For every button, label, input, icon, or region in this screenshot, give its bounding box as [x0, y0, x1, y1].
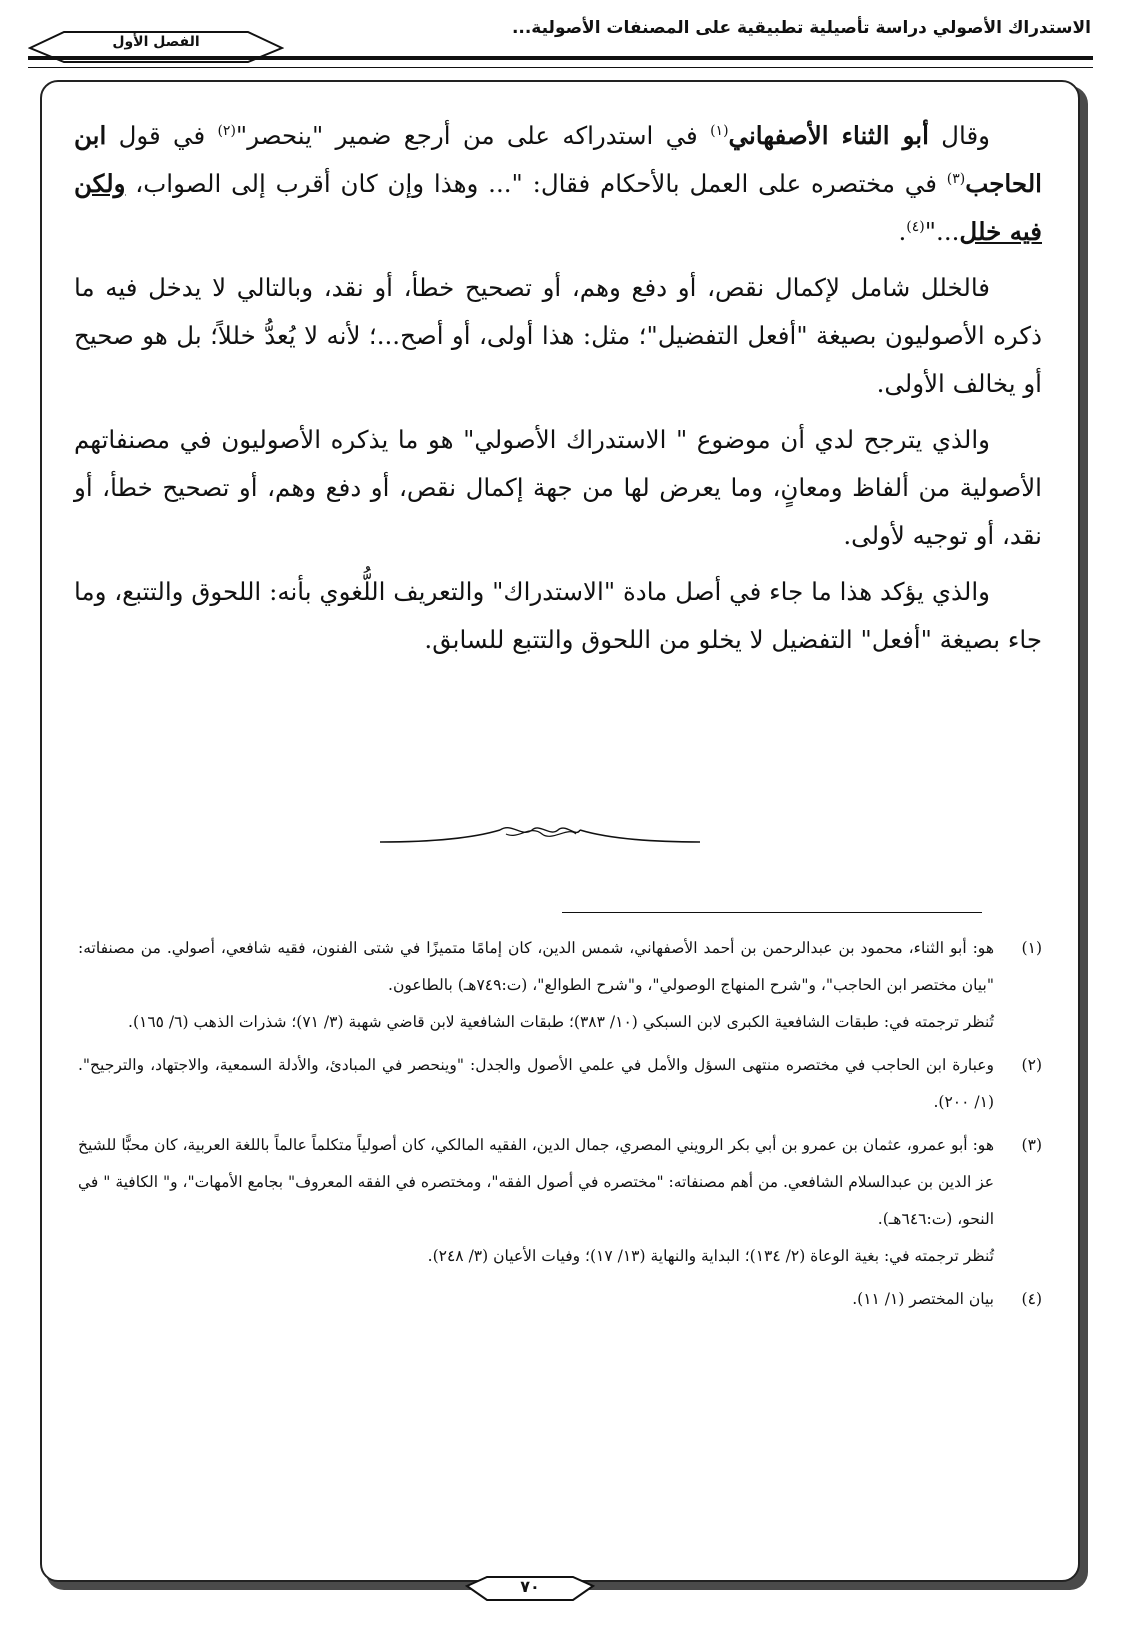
footnote-line: هو: أبو عمرو، عثمان بن عمرو بن أبي بكر الرويني المصري، جمال الدين، الفقيه المالكي، كان أصولياً متكلماً عالماً باللغة العربية، كان محبًّا للشيخ عز الدين بن عبدالسلام الشافعي. من أهم مصنفاته: "مختصره في أصول الفقه"، ومختصره في الفقه المعروف" بجامع الأمهات"، و" الكافية " في النحو، (ت:٦٤٦هـ).	[78, 1136, 994, 1228]
p1-text-i: في مختصره على العمل بالأحكام فقال: "... وهذا وإن كان أقرب إلى الصواب،	[125, 169, 947, 198]
footnote-2	[78, 1047, 1042, 1121]
paragraph-1	[74, 112, 1042, 256]
paragraph-2: فالخلل شامل لإكمال نقص، أو دفع وهم، أو تصحيح خطأ، أو نقد، وبالتالي لا يدخل فيه ما ذكره الأصوليون بصيغة "أفعل التفضيل"؛ مثل: هذا أولى، أو أصح...؛ لأنه لا يُعدُّ خللاً؛ بل هو صحيح أو يخالف الأولى.	[74, 273, 1042, 398]
p1-text-f: في قول	[106, 121, 218, 150]
footnote-ref-2: (٢)	[217, 122, 236, 139]
footnote-number: (٤)	[1021, 1290, 1042, 1308]
p1-text-k: ..."	[924, 217, 960, 246]
footnote-ref-4: (٤)	[906, 218, 925, 235]
p1-text-d: في استدراكه على من أرجع ضمير "ينحصر"	[235, 121, 711, 150]
main-text	[74, 112, 1042, 672]
footnote-number: (٢)	[1021, 1056, 1042, 1074]
footnote-line: وعبارة ابن الحاجب في مختصره منتهى السؤل والأمل في علمي الأصول والجدل: "وينحصر في المبادئ، والأدلة السمعية، والاجتهاد، والترجيح". (١/ ٢٠٠).	[78, 1056, 994, 1111]
page-number: ٧٠	[520, 1577, 540, 1596]
footnote-line: تُنظر ترجمته في: بغية الوعاة (٢/ ١٣٤)؛ البداية والنهاية (١٣/ ١٧)؛ وفيات الأعيان (٣/ ٢٤٨).	[427, 1247, 994, 1265]
p1-name-isfahani: أبو الثناء الأصفهاني	[728, 121, 929, 150]
footnote-separator	[562, 912, 982, 913]
p1-emphasis: ولكن فيه خلل	[74, 169, 1042, 246]
ornament-divider	[380, 818, 700, 848]
paragraph-3: والذي يترجح لدي أن موضوع " الاستدراك الأصولي" هو ما يذكره الأصوليون في مصنفاتهم الأصولية من ألفاظ ومعانٍ، وما يعرض لها من جهة إكمال نقص، أو دفع وهم، أو تصحيح خطأ، أو نقد، أو توجيه لأولى.	[74, 425, 1042, 550]
header-rule	[28, 56, 1093, 68]
footnote-1	[78, 930, 1042, 1041]
paragraph-4: والذي يؤكد هذا ما جاء في أصل مادة "الاستدراك" والتعريف اللُّغوي بأنه: اللحوق والتتبع، وما جاء بصيغة "أفعل" التفضيل لا يخلو من اللحوق والتتبع للسابق.	[74, 577, 1042, 654]
footnote-line: بيان المختصر (١/ ١١).	[852, 1290, 994, 1308]
p1-text-a: وقال	[928, 121, 990, 150]
footnotes	[78, 930, 1042, 1324]
footnote-number: (٣)	[1021, 1136, 1042, 1154]
chapter-label: الفصل الأول	[112, 34, 200, 50]
footnote-number: (١)	[1021, 939, 1042, 957]
footnote-line: هو: أبو الثناء، محمود بن عبدالرحمن بن أحمد الأصفهاني، شمس الدين، كان إمامًا متميزًا في شتى الفنون، فقيه شافعي، أصولي. من مصنفاته: "بيان مختصر ابن الحاجب"، و"شرح المنهاج الوصولي"، و"شرح الطوالع"، (ت:٧٤٩هـ) بالطاعون.	[78, 939, 994, 994]
footnote-3	[78, 1127, 1042, 1275]
footnote-4	[78, 1281, 1042, 1318]
ornament-icon	[380, 818, 700, 848]
footnote-line: تُنظر ترجمته في: طبقات الشافعية الكبرى لابن السبكي (١٠/ ٣٨٣)؛ طبقات الشافعية لابن قاضي شهبة (٣/ ٧١)؛ شذرات الذهب (٦/ ١٦٥).	[128, 1013, 994, 1031]
footnote-ref-3: (٣)	[946, 170, 966, 187]
book-title: الاستدراك الأصولي دراسة تأصيلية تطبيقية على المصنفات الأصولية...	[511, 18, 1091, 38]
p1-text-m: .	[898, 217, 907, 246]
p1-name-ibn-hajib: ابن الحاجب	[74, 121, 1042, 198]
page-number-tab	[465, 1574, 595, 1604]
footnote-ref-1: (١)	[710, 122, 729, 139]
